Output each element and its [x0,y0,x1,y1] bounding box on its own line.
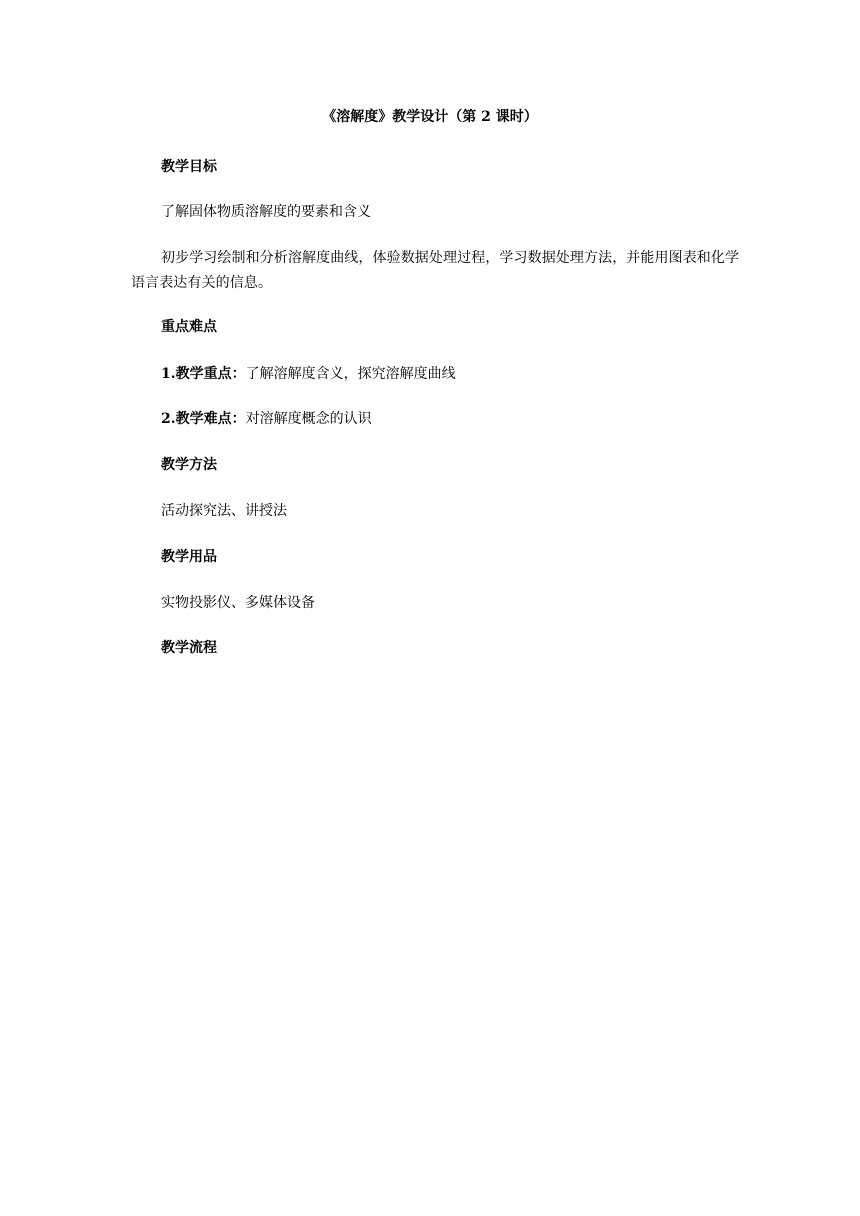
objectives-heading: 教学目标 [161,159,217,175]
materials-heading: 教学用品 [161,549,217,565]
document-title: 《溶解度》教学设计（第 2 课时） [322,109,538,125]
key-point-item-1 [161,362,741,386]
objectives-line-1: 了解固体物质溶解度的要素和含义 [161,204,371,220]
key-point-item-1-label: 1.教学重点： [161,366,246,382]
methods-heading: 教学方法 [161,457,217,473]
methods-text: 活动探究法、讲授法 [161,503,287,519]
materials-text: 实物投影仪、多媒体设备 [161,595,315,611]
key-point-item-2-text: 对溶解度概念的认识 [245,411,372,427]
key-point-item-2-label: 2.教学难点： [161,411,246,427]
process-heading: 教学流程 [161,640,217,656]
key-point-item-1-text: 了解溶解度含义，探究溶解度曲线 [245,366,456,382]
key-point-item-2 [161,407,741,431]
objectives-line-2: 初步学习绘制和分析溶解度曲线，体验数据处理过程，学习数据处理方法，并能用图表和化学语言表达有关的信息。 [131,250,740,291]
key-points-heading: 重点难点 [161,319,217,335]
